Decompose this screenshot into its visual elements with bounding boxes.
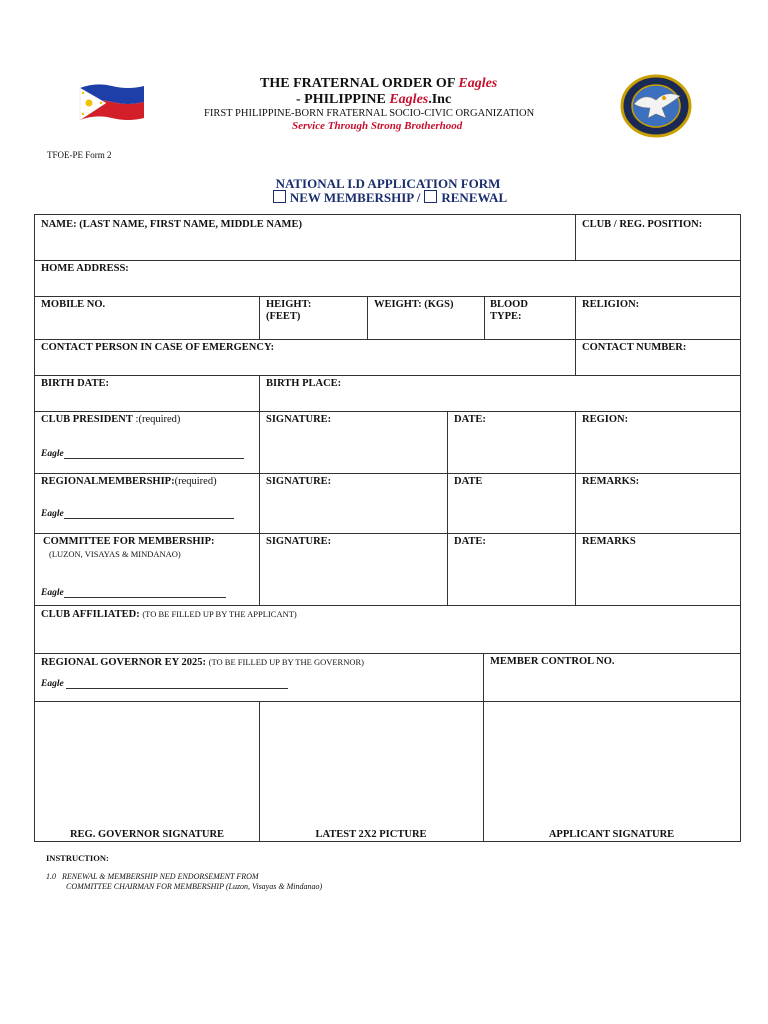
regional-membership-signature-label: SIGNATURE: [266,476,332,487]
name-field[interactable]: NAME: (LAST NAME, FIRST NAME, MIDDLE NAME) [41,219,302,230]
committee-membership-field[interactable]: COMMITTEE FOR MEMBERSHIP: (LUZON, VISAYAS & MINDANAO) [43,536,215,559]
instruction-item: 1.0 RENEWAL & MEMBERSHIP NED ENDORSEMENT FROM COMMITTEE CHAIRMAN FOR MEMBERSHIP (Luzon, Visayas & Mindanao) [46,872,323,891]
member-control-number-field[interactable]: MEMBER CONTROL NO. [490,656,615,667]
regional-remarks-field[interactable]: REMARKS: [582,476,640,487]
contact-number-field[interactable]: CONTACT NUMBER: [582,342,687,353]
form-title: NATIONAL I.D APPLICATION FORM [275,176,501,191]
organization-title: THE FRATERNAL ORDER OF Eagles [260,76,498,91]
committee-signature-line[interactable]: Eagle [41,588,226,598]
religion-field[interactable]: RELIGION: [582,299,640,310]
organization-motto: Service Through Strong Brotherhood [292,120,463,132]
weight-field[interactable]: WEIGHT: (KGS) [374,299,454,310]
organization-subtitle: FIRST PHILIPPINE-BORN FRATERNAL SOCIO-CIVIC ORGANIZATION [204,108,535,119]
club-president-date-label: DATE: [454,414,486,425]
club-affiliated-field[interactable]: CLUB AFFILIATED: (TO BE FILLED UP BY THE APPLICANT) [41,609,297,620]
regional-governor-field[interactable]: REGIONAL GOVERNOR EY 2025: (TO BE FILLED UP BY THE GOVERNOR) [41,657,364,668]
club-president-signature-line[interactable]: Eagle [41,449,244,459]
applicant-signature-box[interactable]: APPLICANT SIGNATURE [548,829,675,840]
organization-title-line2: - PHILIPPINE Eagles.Inc [296,92,452,107]
blood-type-field[interactable]: BLOOD TYPE: [490,299,528,322]
renewal-label: RENEWAL [441,190,508,205]
philippine-flag-icon [76,82,148,124]
mobile-field[interactable]: MOBILE NO. [41,299,106,310]
committee-signature-label: SIGNATURE: [266,536,332,547]
club-president-field[interactable]: CLUB PRESIDENT :(required) [41,414,181,425]
new-membership-label: NEW MEMBERSHIP / [289,190,421,205]
reg-governor-signature-box[interactable]: REG. GOVERNOR SIGNATURE [69,829,225,840]
height-field[interactable]: HEIGHT: (FEET) [266,299,312,322]
application-form-table [34,214,741,842]
home-address-field[interactable]: HOME ADDRESS: [41,263,129,274]
eagles-seal-icon [620,74,692,138]
club-position-field[interactable]: CLUB / REG. POSITION: [582,219,703,230]
committee-date-label: DATE: [454,536,486,547]
birth-place-field[interactable]: BIRTH PLACE: [266,378,342,389]
form-number: TFOE-PE Form 2 [47,150,112,160]
instruction-heading: INSTRUCTION: [46,853,109,863]
form-type-options [200,190,576,206]
regional-membership-signature-line[interactable]: Eagle [41,509,234,519]
new-membership-checkbox[interactable] [273,190,286,203]
club-president-signature-label: SIGNATURE: [266,414,332,425]
renewal-checkbox[interactable] [424,190,437,203]
regional-governor-signature-line[interactable]: Eagle [41,679,288,689]
region-field[interactable]: REGION: [582,414,629,425]
latest-picture-box[interactable]: LATEST 2X2 PICTURE [315,829,427,840]
regional-membership-field[interactable]: REGIONALMEMBERSHIP:(required) [41,476,217,487]
birth-date-field[interactable]: BIRTH DATE: [41,378,109,389]
regional-membership-date-label: DATE [454,476,483,487]
committee-remarks-field[interactable]: REMARKS [582,536,636,547]
emergency-contact-field[interactable]: CONTACT PERSON IN CASE OF EMERGENCY: [41,342,275,353]
